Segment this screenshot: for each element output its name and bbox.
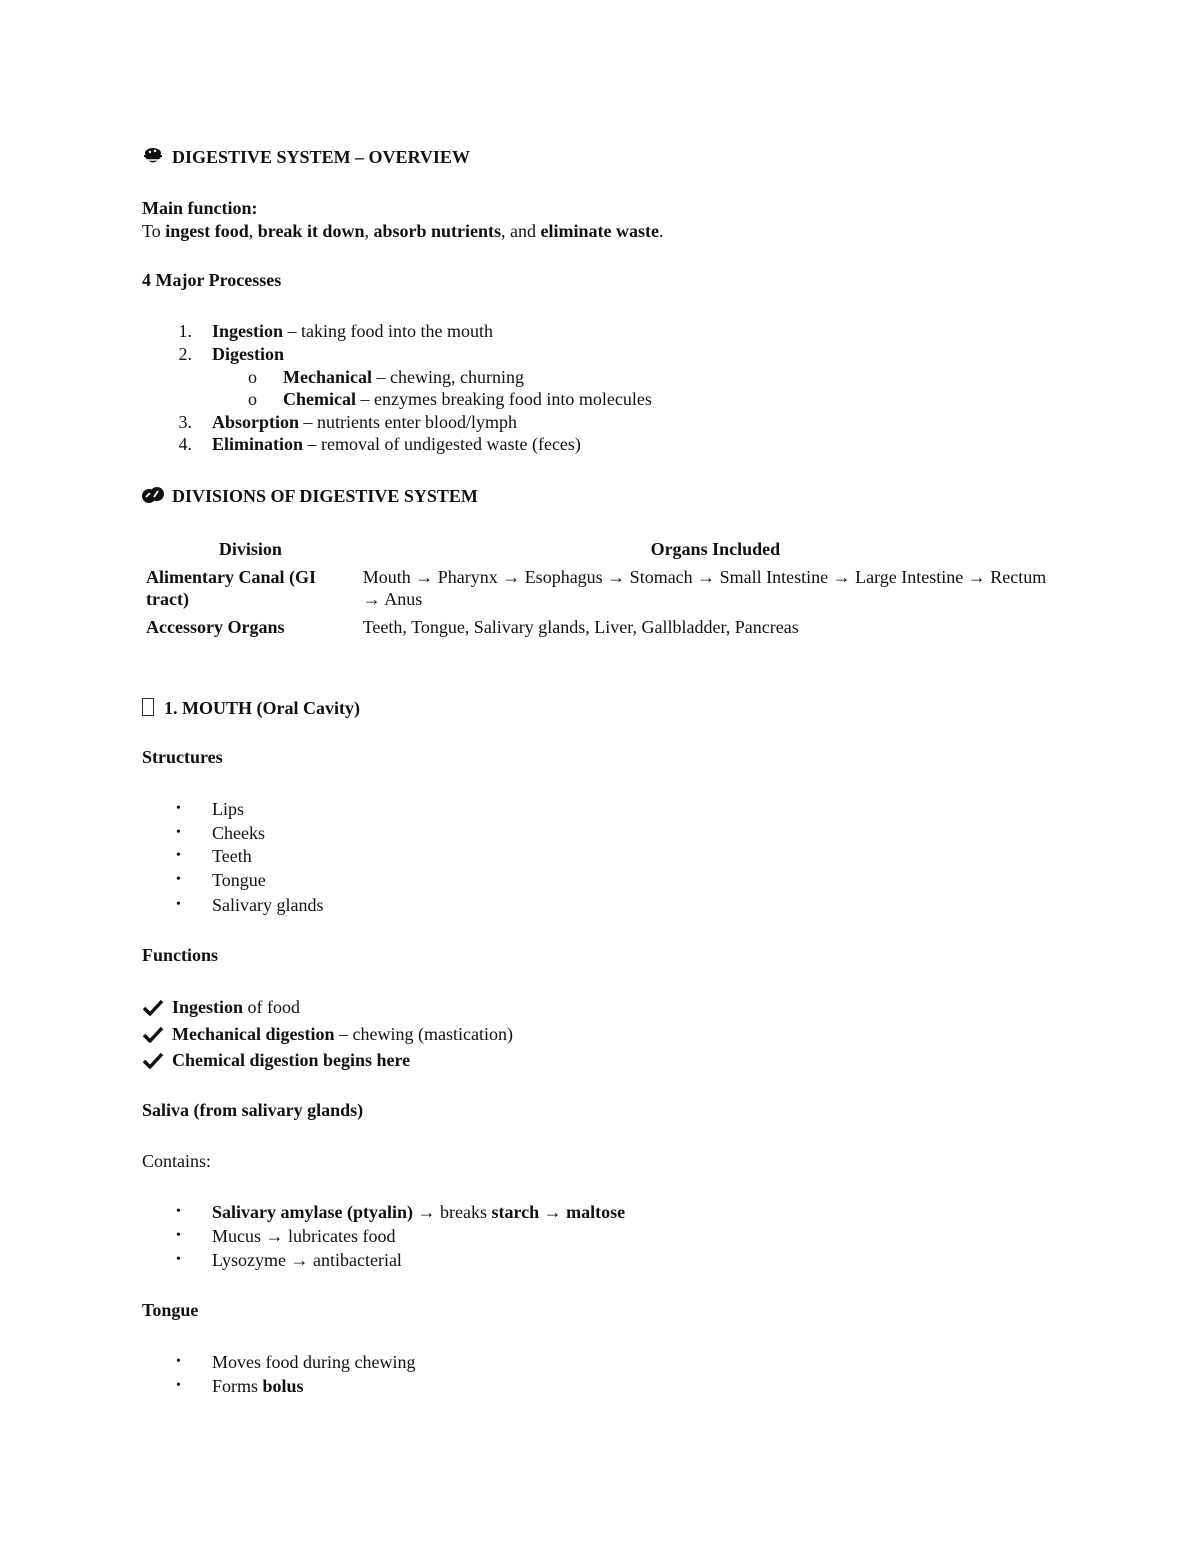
salad-bowl-icon: [142, 146, 164, 166]
check-mark-icon: [142, 998, 164, 1016]
division-cell: Accessory Organs: [146, 617, 285, 637]
function-item: Ingestion of food: [142, 996, 300, 1018]
division-cell: Alimentary Canal (GI tract): [146, 567, 316, 609]
saliva-title: Saliva (from salivary glands): [142, 1100, 364, 1120]
function-item: Chemical digestion begins here: [142, 1049, 410, 1071]
check-mark-icon: [142, 1051, 164, 1069]
missing-glyph-icon: [142, 698, 154, 716]
mouth-heading: 1. MOUTH (Oral Cavity): [142, 697, 360, 719]
table-row: [142, 616, 1072, 638]
numbered-circle-icon: [142, 485, 164, 505]
organs-cell: Mouth → Pharynx → Esophagus → Stomach → Small Intestine → Large Intestine → Rectum → Anus: [362, 567, 1047, 609]
divisions-table: [142, 538, 1072, 638]
divisions-heading: DIVISIONS OF DIGESTIVE SYSTEM: [142, 485, 478, 507]
column-header-organs: Organs Included: [650, 539, 781, 559]
function-item: Mechanical digestion – chewing (mastication): [142, 1023, 513, 1045]
main-function-text: To ingest food, break it down, absorb nutrients, and eliminate waste.: [142, 221, 664, 241]
column-header-division: Division: [218, 539, 282, 559]
table-row: [142, 566, 1072, 616]
functions-title: Functions: [142, 945, 219, 965]
check-mark-icon: [142, 1025, 164, 1043]
overview-heading: DIGESTIVE SYSTEM – OVERVIEW: [142, 146, 470, 168]
contains-label: Contains:: [142, 1151, 212, 1171]
organs-cell: Teeth, Tongue, Salivary glands, Liver, Gallbladder, Pancreas: [362, 617, 799, 637]
table-header-row: [142, 538, 1072, 566]
main-function-label: Main function:: [142, 198, 258, 218]
tongue-title: Tongue: [142, 1300, 199, 1320]
structures-title: Structures: [142, 747, 223, 767]
processes-title: 4 Major Processes: [142, 270, 282, 290]
